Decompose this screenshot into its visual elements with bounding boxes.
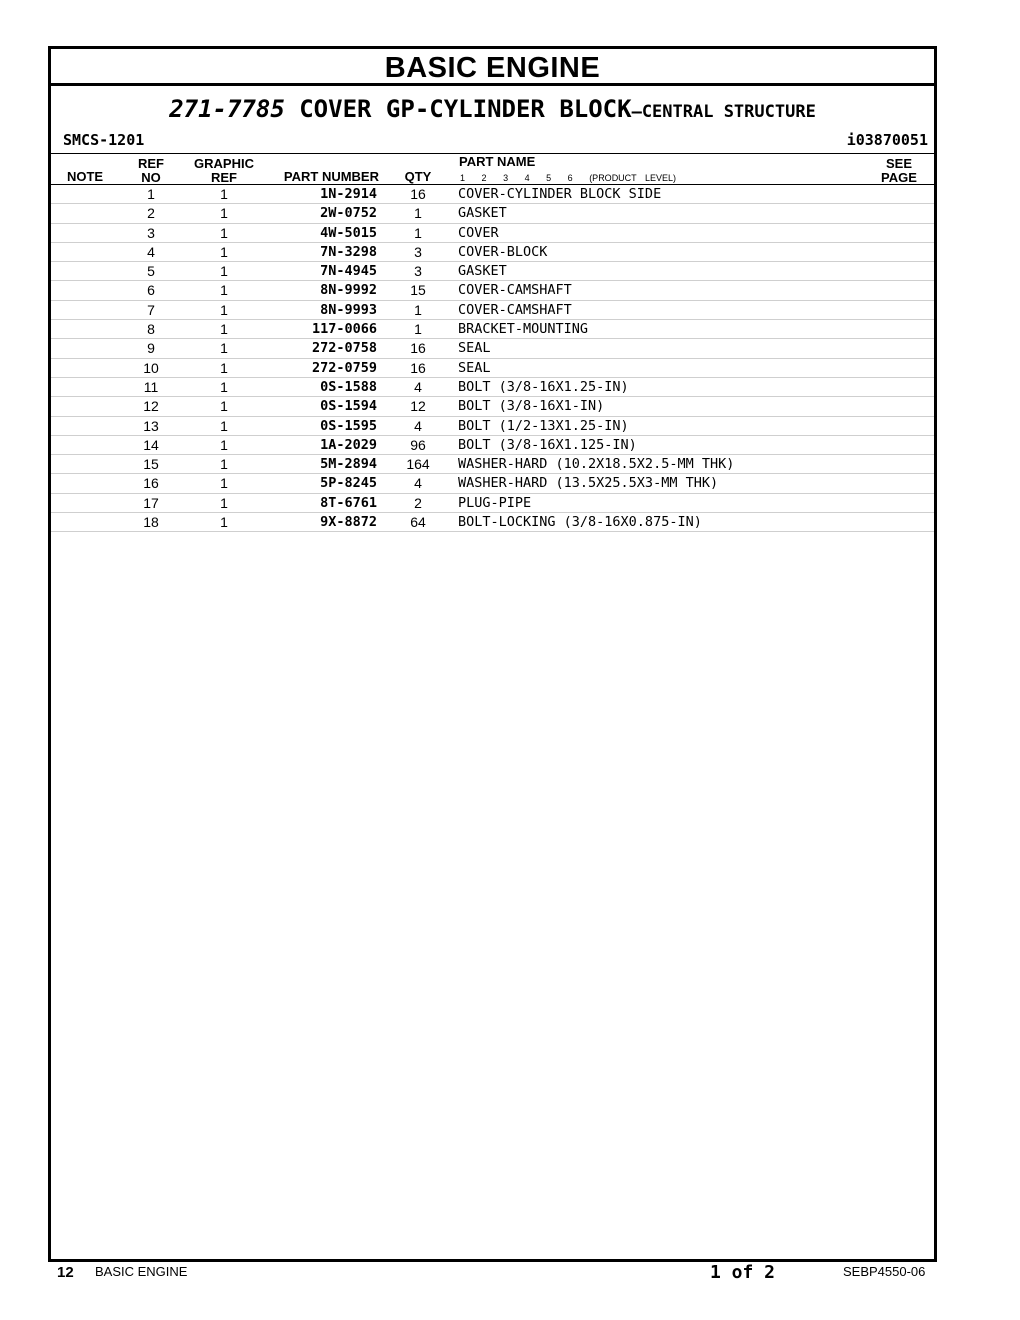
table-row [51, 204, 934, 223]
ref-cell: 11 [143, 378, 159, 395]
footer-page-number: 12 [57, 1264, 74, 1281]
col-see-bottom: PAGE [881, 170, 917, 185]
table-row [51, 455, 934, 474]
part-number-cell: 2W-0752 [320, 205, 377, 222]
graphic-ref-cell: 1 [220, 224, 228, 241]
illustration-id: i03870051 [846, 131, 928, 149]
graphic-ref-cell: 1 [220, 282, 228, 299]
graphic-ref-cell: 1 [220, 475, 228, 492]
graphic-ref-cell: 1 [220, 456, 228, 473]
level-4: 4 [524, 173, 530, 183]
level-5: 5 [546, 173, 552, 183]
part-number-cell: 272-0759 [311, 359, 377, 376]
table-row [51, 378, 934, 397]
part-name-cell: COVER-CAMSHAFT [458, 282, 572, 299]
graphic-ref-cell: 1 [220, 398, 228, 415]
ref-cell: 17 [143, 494, 159, 511]
qty-cell: 1 [414, 321, 422, 338]
ref-cell: 13 [143, 417, 159, 434]
part-name-cell: GASKET [458, 263, 507, 280]
level-3: 3 [503, 173, 509, 183]
group-name: COVER GP-CYLINDER BLOCK [299, 95, 632, 123]
part-number-cell: 5P-8245 [320, 475, 377, 492]
part-name-cell: COVER-BLOCK [458, 243, 548, 260]
group-title [51, 95, 934, 123]
ref-cell: 9 [147, 340, 155, 357]
table-row [51, 320, 934, 339]
part-number-cell: 7N-4945 [320, 263, 377, 280]
part-number-cell: 1N-2914 [320, 186, 377, 202]
ref-cell: 18 [143, 514, 159, 531]
part-name-cell: BOLT (3/8-16X1.125-IN) [458, 436, 637, 453]
col-qty: QTY [404, 169, 432, 184]
qty-cell: 1 [414, 205, 422, 222]
part-number-cell: 117-0066 [311, 321, 377, 338]
col-ref-top: REF [138, 156, 164, 171]
qty-cell: 64 [410, 514, 426, 531]
col-graphic-bottom: REF [211, 170, 237, 185]
graphic-ref-cell: 1 [220, 205, 228, 222]
smcs-code: SMCS-1201 [63, 131, 145, 149]
footer-page-count: 1 of 2 [710, 1262, 776, 1283]
ref-cell: 6 [147, 282, 155, 299]
part-name-cell: WASHER-HARD (13.5X25.5X3-MM THK) [458, 475, 719, 492]
part-number-cell: 8N-9992 [320, 282, 377, 299]
part-name-cell: BRACKET-MOUNTING [458, 321, 589, 338]
ref-cell: 4 [147, 243, 155, 260]
level-6: 6 [567, 173, 573, 183]
col-ref [131, 157, 171, 185]
qty-cell: 16 [410, 359, 426, 376]
table-row [51, 417, 934, 436]
table-row [51, 243, 934, 262]
part-name-cell: BOLT-LOCKING (3/8-16X0.875-IN) [458, 514, 702, 531]
graphic-ref-cell: 1 [220, 301, 228, 318]
ref-cell: 15 [143, 456, 159, 473]
ref-cell: 16 [143, 475, 159, 492]
section-title: BASIC ENGINE [51, 49, 934, 86]
part-number-cell: 1A-2029 [320, 436, 377, 453]
qty-cell: 1 [414, 224, 422, 241]
part-name-cell: COVER [458, 224, 499, 241]
table-row [51, 339, 934, 358]
table-row [51, 494, 934, 513]
part-name-cell: BOLT (1/2-13X1.25-IN) [458, 417, 629, 434]
qty-cell: 1 [414, 301, 422, 318]
part-name-cell: GASKET [458, 205, 507, 222]
footer-doc-id: SEBP4550-06 [843, 1264, 926, 1279]
col-graphic-top: GRAPHIC [194, 156, 254, 171]
qty-cell: 16 [410, 340, 426, 357]
table-row [51, 397, 934, 416]
part-number-cell: 272-0758 [311, 340, 377, 357]
qty-cell: 164 [406, 456, 430, 473]
table-row [51, 224, 934, 243]
ref-cell: 14 [143, 436, 159, 453]
ref-cell: 3 [147, 224, 155, 241]
qty-cell: 4 [414, 378, 422, 395]
part-name-cell: BOLT (3/8-16X1.25-IN) [458, 378, 629, 395]
table-row [51, 513, 934, 532]
parts-table [51, 184, 934, 532]
qty-cell: 2 [414, 494, 422, 511]
qty-cell: 3 [414, 263, 422, 280]
ref-cell: 7 [147, 301, 155, 318]
graphic-ref-cell: 1 [220, 340, 228, 357]
part-name-cell: WASHER-HARD (10.2X18.5X2.5-MM THK) [458, 456, 735, 473]
qty-cell: 16 [410, 186, 426, 202]
product-levels [460, 173, 684, 183]
part-name-cell: BOLT (3/8-16X1-IN) [458, 398, 605, 415]
part-name-cell: COVER-CAMSHAFT [458, 301, 572, 318]
part-name-cell: SEAL [458, 340, 491, 357]
ref-cell: 2 [147, 205, 155, 222]
part-number-cell: 8N-9993 [320, 301, 377, 318]
col-graphic [189, 157, 259, 185]
qty-cell: 96 [410, 436, 426, 453]
qty-cell: 15 [410, 282, 426, 299]
table-row [51, 301, 934, 320]
graphic-ref-cell: 1 [220, 417, 228, 434]
part-number-cell: 7N-3298 [320, 243, 377, 260]
part-number-cell: 5M-2894 [320, 456, 377, 473]
ref-cell: 1 [147, 186, 155, 202]
col-see-page [871, 157, 927, 185]
graphic-ref-cell: 1 [220, 321, 228, 338]
graphic-ref-cell: 1 [220, 243, 228, 260]
qty-cell: 12 [410, 398, 426, 415]
footer-section: BASIC ENGINE [95, 1264, 188, 1279]
group-number: 271-7785 [169, 95, 285, 123]
col-part-number: PART NUMBER [283, 169, 379, 184]
col-ref-bottom: NO [141, 170, 161, 185]
part-number-cell: 0S-1594 [320, 398, 377, 415]
qty-cell: 3 [414, 243, 422, 260]
ref-cell: 5 [147, 263, 155, 280]
table-row [51, 262, 934, 281]
part-number-cell: 0S-1595 [320, 417, 377, 434]
ref-cell: 10 [143, 359, 159, 376]
qty-cell: 4 [414, 475, 422, 492]
graphic-ref-cell: 1 [220, 263, 228, 280]
part-name-cell: SEAL [458, 359, 491, 376]
col-part-name: PART NAME [459, 154, 536, 169]
product-level-label: (PRODUCT LEVEL) [589, 173, 677, 183]
table-row [51, 436, 934, 455]
col-see-top: SEE [885, 156, 912, 171]
part-number-cell: 8T-6761 [320, 494, 377, 511]
ref-cell: 12 [143, 398, 159, 415]
graphic-ref-cell: 1 [220, 186, 228, 202]
level-1: 1 [460, 173, 466, 183]
graphic-ref-cell: 1 [220, 378, 228, 395]
graphic-ref-cell: 1 [220, 359, 228, 376]
col-note: NOTE [66, 169, 104, 184]
part-number-cell: 4W-5015 [320, 224, 377, 241]
ref-cell: 8 [147, 321, 155, 338]
group-subtitle: —CENTRAL STRUCTURE [631, 102, 816, 122]
table-row [51, 359, 934, 378]
table-row [51, 474, 934, 493]
part-number-cell: 9X-8872 [320, 514, 377, 531]
qty-cell: 4 [414, 417, 422, 434]
level-2: 2 [481, 173, 487, 183]
table-row [51, 281, 934, 300]
part-name-cell: PLUG-PIPE [458, 494, 532, 511]
part-number-cell: 0S-1588 [320, 378, 377, 395]
graphic-ref-cell: 1 [220, 436, 228, 453]
parts-page-frame [48, 46, 937, 1262]
part-name-cell: COVER-CYLINDER BLOCK SIDE [458, 186, 662, 202]
graphic-ref-cell: 1 [220, 494, 228, 511]
graphic-ref-cell: 1 [220, 514, 228, 531]
table-row [51, 184, 934, 204]
